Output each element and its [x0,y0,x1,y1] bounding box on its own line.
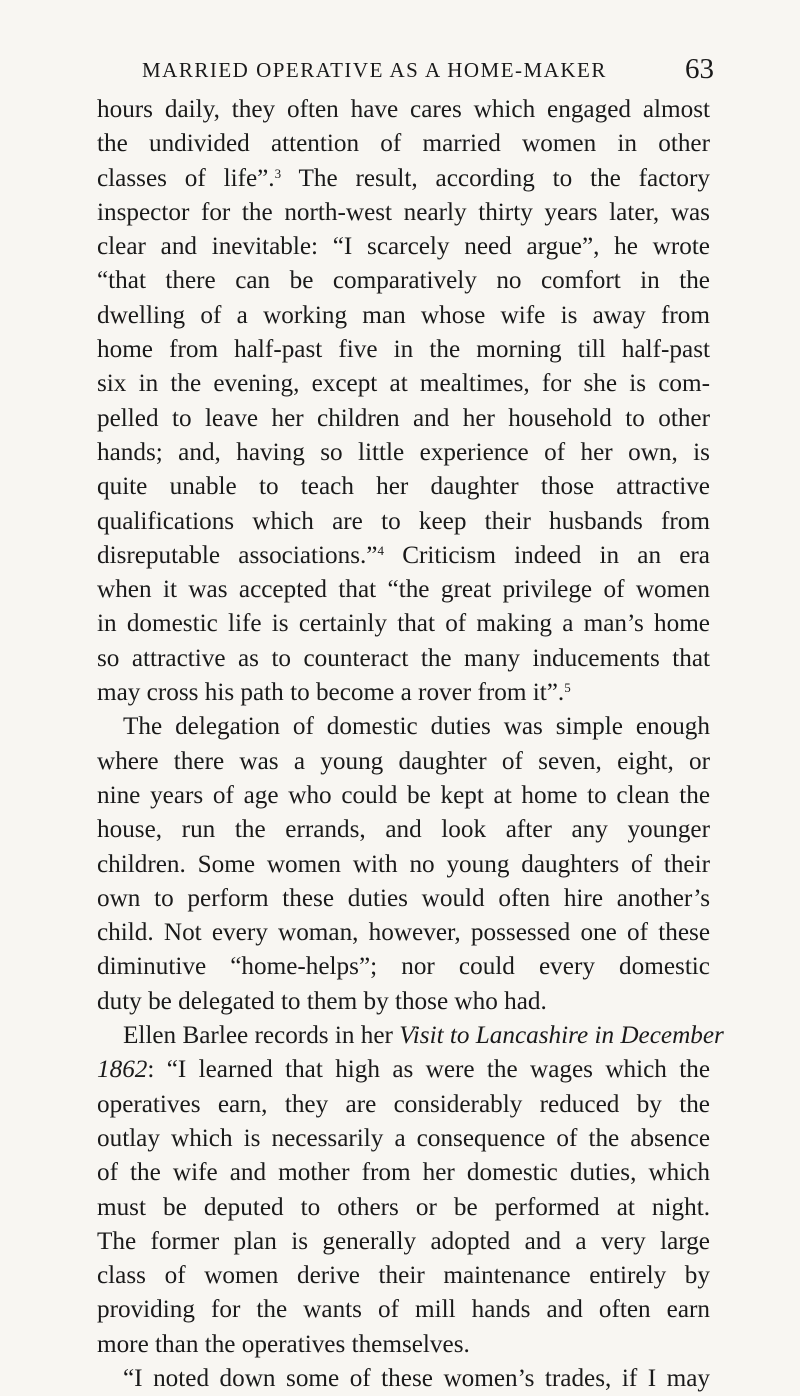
text-line: class of women derive their maintenance entirely by [97,1262,710,1290]
page-number: 63 [685,53,714,85]
text-line: home from half-past five in the morning till half-past [97,336,710,364]
text-line: when it was accepted that “the great privilege of women [97,576,710,604]
text-line: disreputable associations.”$^4$ Criticism indeed in an era [97,541,710,569]
text-line: 1862: “I learned that high as were the wages which the [97,1056,710,1084]
text-line: nine years of age who could be kept at home to clean the [97,781,710,809]
page-header [0,55,800,91]
text-line: six in the evening, except at mealtimes, for she is com- [97,370,710,398]
text-line: qualifications which are to keep their husbands from [97,507,710,535]
text-line: hands; and, having so little experience of her own, is [97,438,710,466]
text-line: The former plan is generally adopted and a very large [97,1227,710,1255]
text-line: child. Not every woman, however, possessed one of these [97,919,710,947]
body-text [97,93,724,1396]
text-line: outlay which is necessarily a consequence of the absence [97,1124,710,1152]
text-line: in domestic life is certainly that of making a man’s home [97,610,710,638]
text-line: the undivided attention of married women in other [97,130,710,158]
text-line: dwelling of a working man whose wife is away from [97,301,710,329]
running-head: MARRIED OPERATIVE AS A HOME-MAKER [142,58,607,82]
text-line: providing for the wants of mill hands and often earn [97,1296,710,1324]
text-line: so attractive as to counteract the many inducements that [97,644,710,672]
text-line: “that there can be comparatively no comfort in the [97,267,710,295]
text-line: must be deputed to others or be performed at night. [97,1193,710,1221]
text-line: inspector for the north-west nearly thirty years later, was [97,198,710,226]
text-line: operatives earn, they are considerably reduced by the [97,1090,710,1118]
text-line: clear and inevitable: “I scarcely need argue”, he wrote [97,233,710,261]
text-line: house, run the errands, and look after any younger [97,816,710,844]
text-line: classes of life”.$^3$ The result, according to the factory [97,164,710,192]
text-line: more than the operatives themselves. [97,1330,470,1358]
text-line: of the wife and mother from her domestic duties, which [97,1159,710,1187]
text-line: duty be delegated to them by those who had. [97,987,547,1015]
text-line: Ellen Barlee records in her Visit to Lancashire in December [123,1022,724,1050]
text-line: where there was a young daughter of seven, eight, or [97,747,710,775]
text-line: may cross his path to become a rover from it”.$^5$ [97,679,571,707]
text-line: diminutive “home-helps”; nor could every domestic [97,953,710,981]
text-line: The delegation of domestic duties was simple enough [123,713,710,741]
text-line: “I noted down some of these women’s trades, if I may [123,1364,710,1392]
text-line: children. Some women with no young daughters of their [97,850,710,878]
text-line: own to perform these duties would often hire another’s [97,884,710,912]
text-line: pelled to leave her children and her household to other [97,404,710,432]
text-line: quite unable to teach her daughter those attractive [97,473,710,501]
text-line: hours daily, they often have cares which engaged almost [97,96,710,123]
